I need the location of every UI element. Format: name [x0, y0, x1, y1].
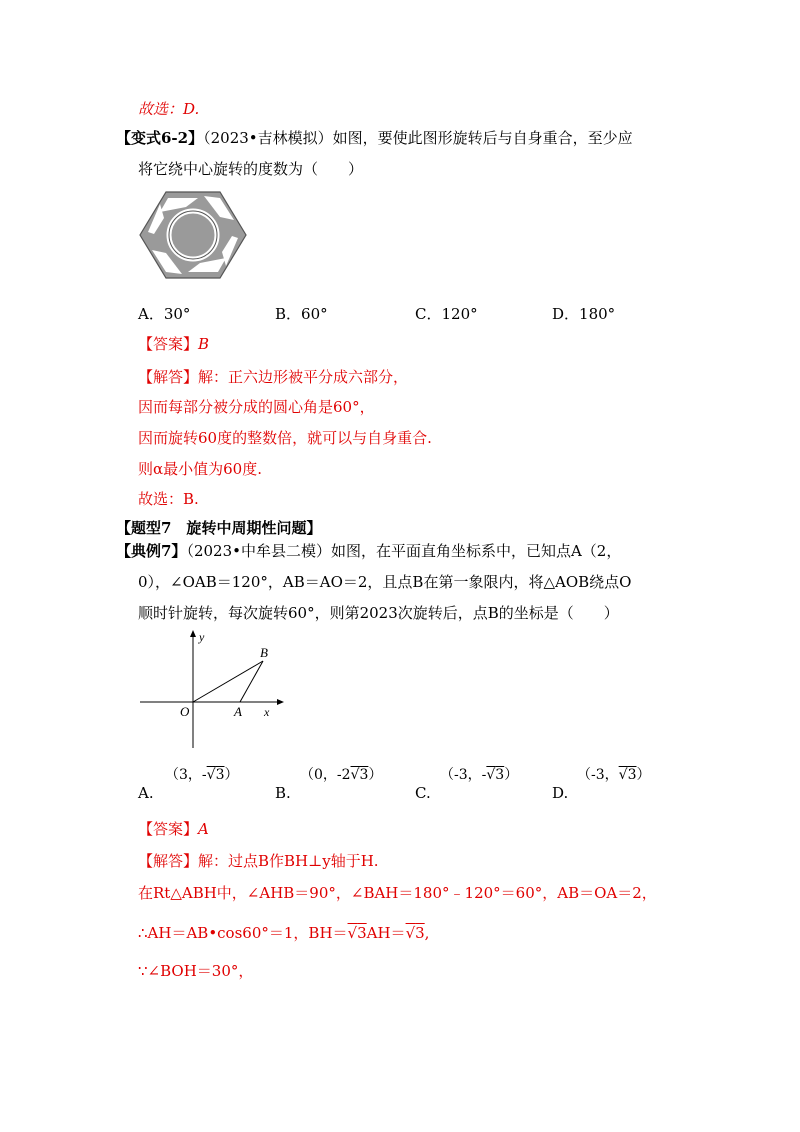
question-tag: 【变式6-2】: [116, 129, 204, 147]
label-y: y: [199, 630, 205, 644]
option-7-b-value: [300, 765, 382, 785]
answer-7-value: A: [198, 820, 209, 838]
solution-line-2-2: 在Rt△ABH中，∠AHB＝90°，∠BAH＝180°﹣120°＝60°，AB＝OA＝2，: [138, 884, 657, 902]
solution-tag: 【解答】: [138, 368, 199, 386]
option-a-value: 30°: [163, 305, 191, 323]
solution-7-line3-post: ,: [424, 924, 430, 942]
option-7-d-pre: （-3，: [577, 767, 619, 783]
option-7-c-letter: C.: [415, 784, 431, 802]
solution-7-sqrt-1: √3: [347, 924, 367, 942]
question-7-line2: 0），∠OAB＝120°，AB＝AO＝2，且点B在第一象限内，将△AOB绕点O: [138, 573, 632, 591]
segment-ob: [193, 661, 263, 702]
option-7-d-value: [577, 765, 650, 785]
option-7-d-letter: D.: [552, 784, 569, 802]
label-o: O: [180, 704, 190, 719]
option-7-a-radicand: √3: [206, 767, 225, 783]
conclusion-line: 故选：D.: [138, 100, 200, 118]
option-7-d-post: ）: [636, 767, 651, 783]
option-b-value: 60°: [301, 305, 328, 323]
option-7-b-radicand: √3: [350, 767, 369, 783]
question-6-2-line2: 将它绕中心旋转的度数为（ ）: [138, 160, 364, 178]
solution-line-1-2: 因而每部分被分成的圆心角是60°，: [138, 398, 375, 416]
option-d-letter: D．: [552, 305, 580, 323]
solution-line-2-3: [138, 922, 429, 944]
y-axis-arrow: [190, 630, 196, 637]
solution-line-2-4: ∵∠BOH＝30°，: [138, 962, 254, 980]
solution-text: 解：正六边形被平分成六部分，: [198, 368, 409, 386]
label-x: x: [264, 705, 270, 719]
option-7-c-radicand: √3: [486, 767, 505, 783]
question-7-line1: [116, 540, 621, 562]
option-7-a-letter: A.: [138, 784, 154, 802]
label-b: B: [260, 645, 268, 660]
solution-7-tag: 【解答】: [138, 852, 199, 870]
answer-tag: 【答案】: [138, 335, 199, 353]
solution-line-1-4: 则α最小值为60度.: [138, 460, 262, 478]
option-c-value: 120°: [441, 305, 478, 323]
question-7-line3: 顺时针旋转，每次旋转60°，则第2023次旋转后，点B的坐标是（ ）: [138, 604, 619, 622]
solution-7-text-1: 解：过点B作BH⊥y轴于H.: [198, 852, 379, 870]
solution-7-sqrt-2: √3: [405, 924, 425, 942]
answer-line-1: [138, 333, 209, 355]
question-text-1: （2023•吉林模拟）如图，要使此图形旋转后与自身重合，至少应: [203, 129, 633, 147]
option-7-d-radicand: √3: [618, 767, 637, 783]
option-c-letter: C．: [415, 305, 442, 323]
answer-value: B: [198, 335, 210, 353]
option-7-b-letter: B.: [275, 784, 291, 802]
solution-7-line3-mid: AH＝: [366, 924, 406, 942]
option-c: [415, 303, 478, 325]
coordinate-figure: [138, 628, 288, 753]
option-d-value: 180°: [579, 305, 616, 323]
solution-line-1-1: [138, 366, 408, 388]
option-7-b-post: ）: [368, 767, 383, 783]
option-b-letter: B．: [275, 305, 302, 323]
label-a: A: [234, 704, 242, 719]
option-7-c-pre: （-3，-: [440, 767, 487, 783]
question-7-text-1: （2023•中牟县二模）如图，在平面直角坐标系中，已知点A（2，: [186, 542, 622, 560]
option-7-a-post: ）: [224, 767, 239, 783]
option-7-a-pre: （3，-: [165, 767, 207, 783]
solution-line-1-3: 因而旋转60度的整数倍，就可以与自身重合.: [138, 429, 432, 447]
option-a-letter: A．: [138, 305, 164, 323]
solution-line-2-1: [138, 850, 379, 872]
answer-line-2: [138, 818, 209, 840]
option-7-b-pre: （0，-2: [300, 767, 351, 783]
question-7-tag: 【典例7】: [116, 542, 187, 560]
solution-7-line3-pre: ∴AH＝AB•cos60°＝1，BH＝: [138, 924, 348, 942]
option-7-c-value: [440, 765, 518, 785]
option-7-a-value: [165, 765, 238, 785]
option-a: [138, 303, 190, 325]
answer-7-tag: 【答案】: [138, 820, 199, 838]
solution-line-1-5: 故选：B.: [138, 490, 199, 508]
hexagon-figure: [138, 190, 248, 280]
option-d: [552, 303, 615, 325]
x-axis-arrow: [277, 699, 284, 705]
option-7-c-post: ）: [504, 767, 519, 783]
question-6-2-line1: [116, 127, 633, 149]
segment-ab: [240, 661, 263, 702]
option-b: [275, 303, 328, 325]
section-heading: 【题型7 旋转中周期性问题】: [116, 519, 322, 537]
